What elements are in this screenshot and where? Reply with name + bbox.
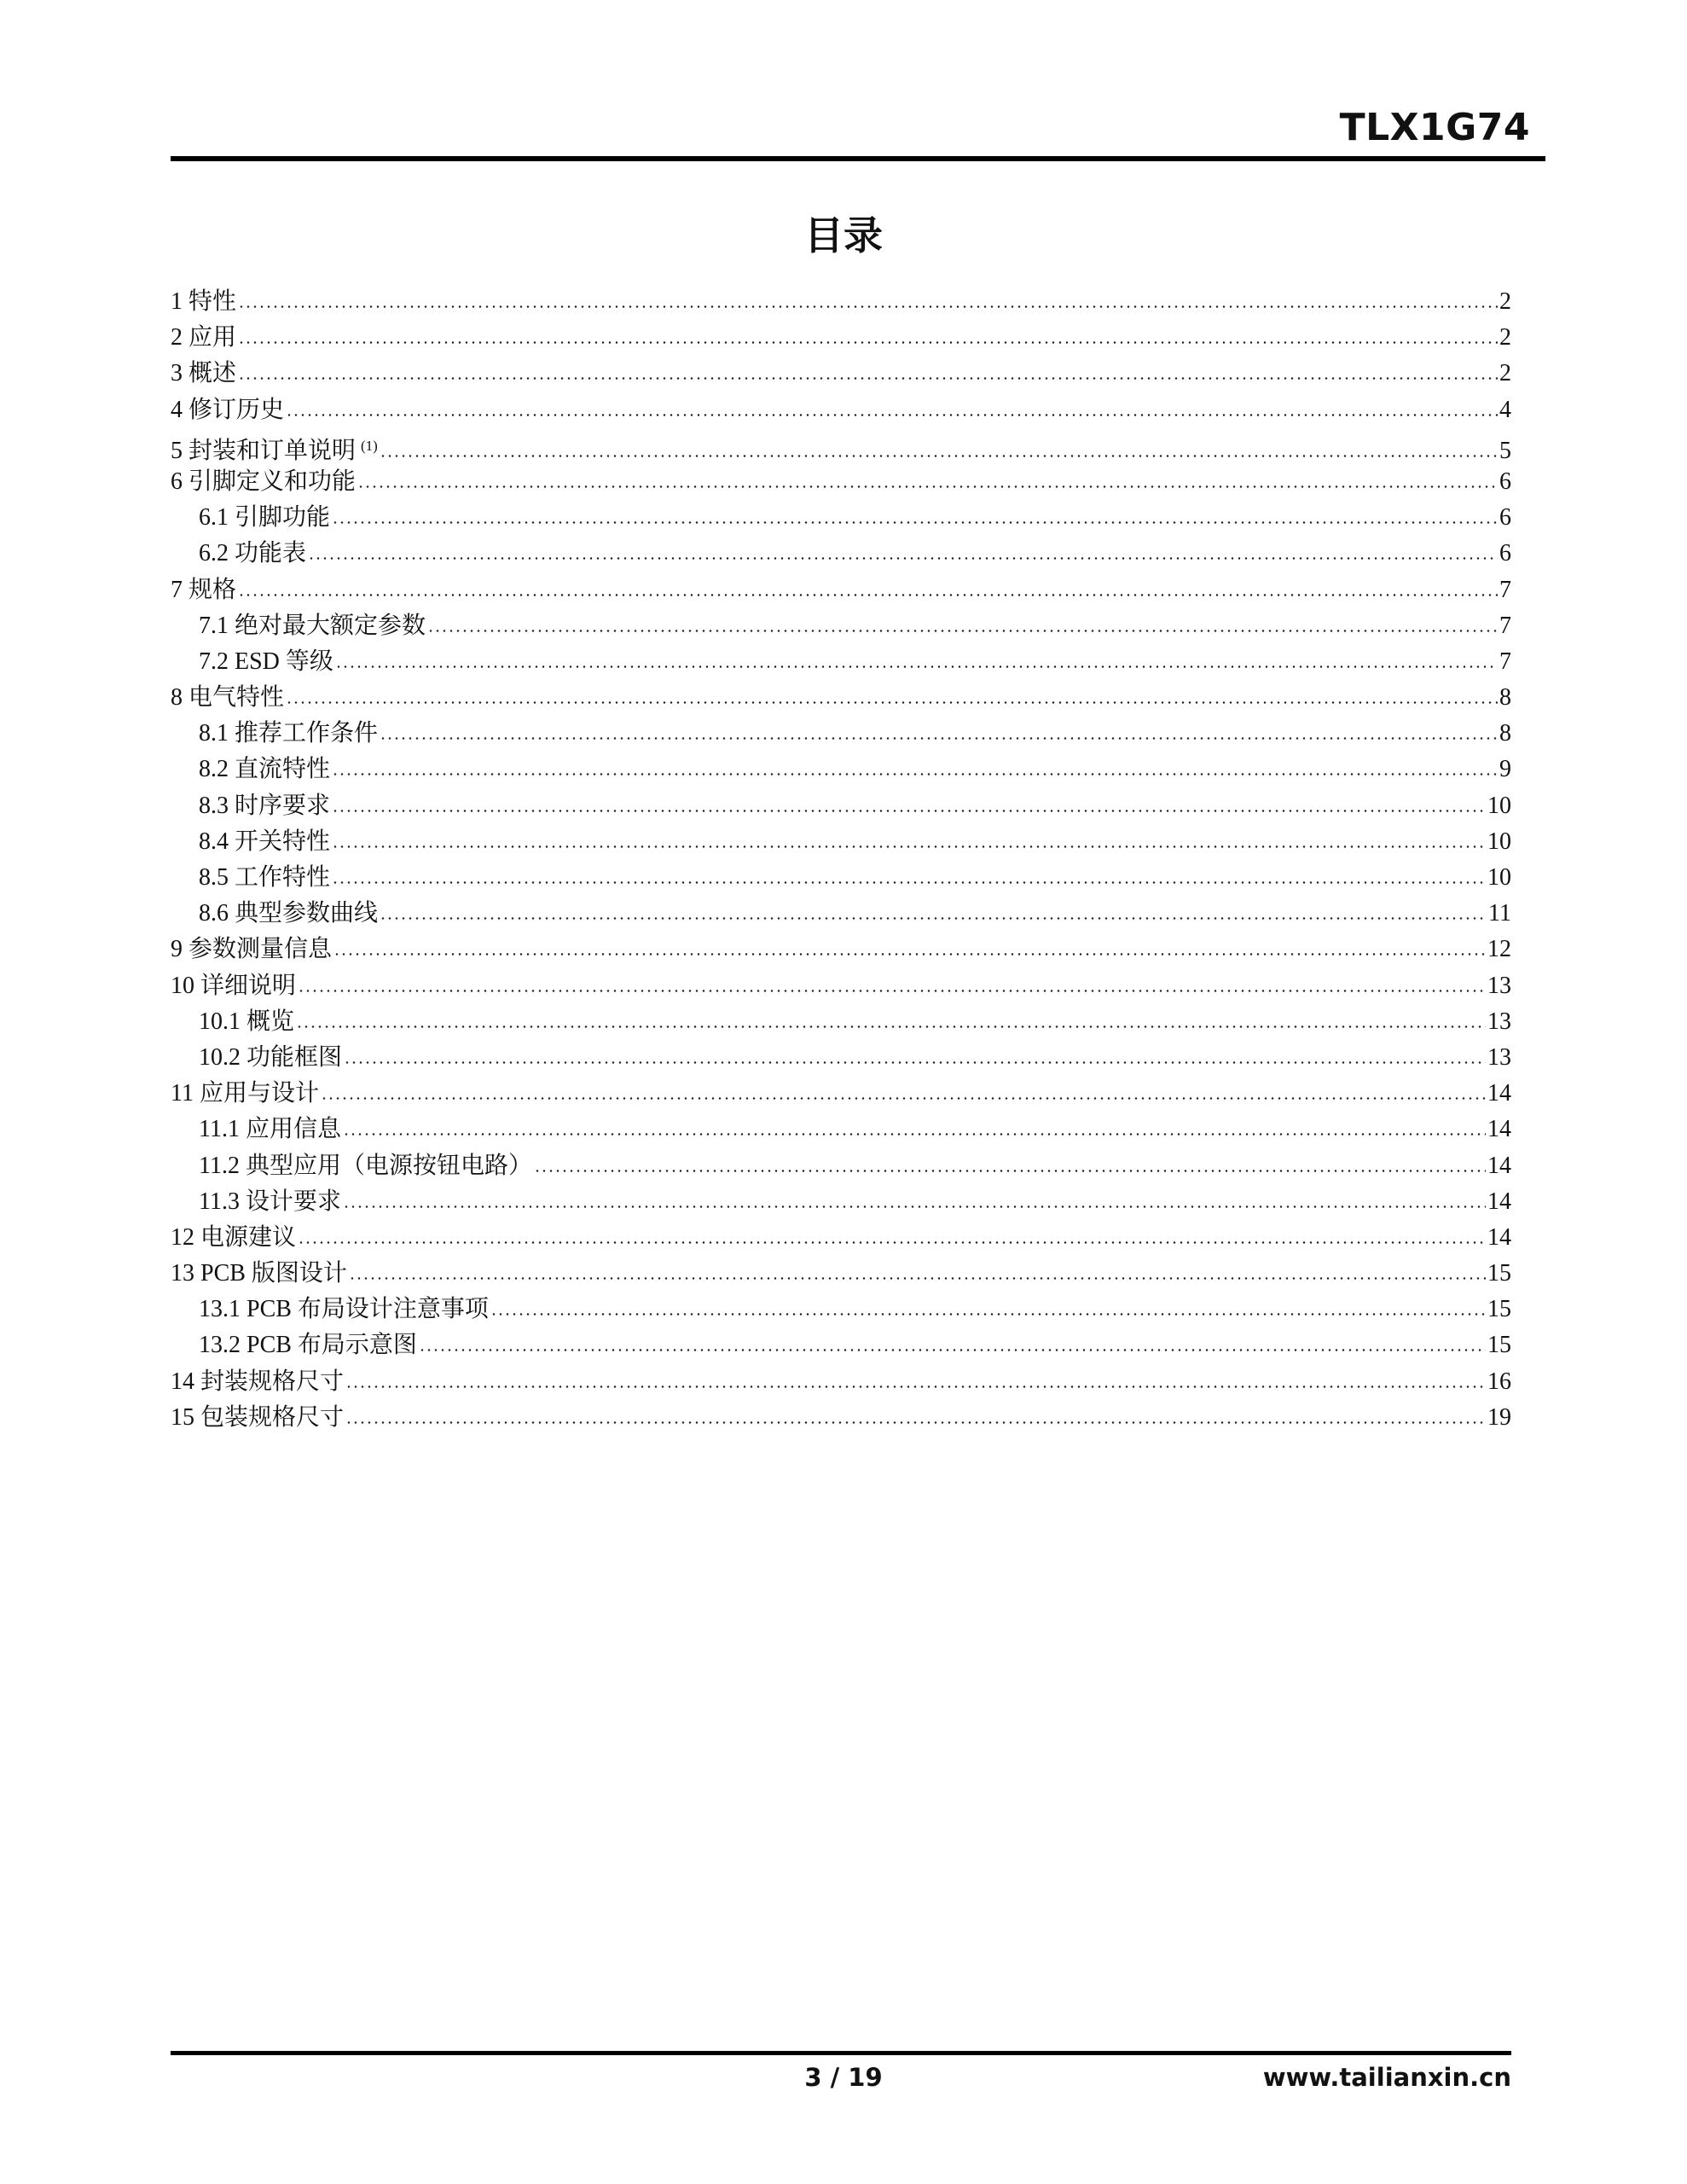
toc-entry-text: 10.1 概览 (199, 1008, 295, 1035)
toc-entry[interactable] (171, 1040, 1511, 1076)
toc-entry-text: 11 应用与设计 (171, 1080, 319, 1107)
toc-entry-label (199, 608, 426, 644)
toc-entry-text: 8.2 直流特性 (199, 756, 331, 783)
toc-entry[interactable] (171, 608, 1511, 644)
toc-entry-page: 11 (1488, 900, 1511, 927)
toc-entry-label (171, 1256, 347, 1292)
toc-entry[interactable] (171, 1327, 1511, 1363)
toc-entry[interactable] (171, 284, 1511, 320)
toc-entry-label (171, 284, 236, 320)
toc-entry-label (171, 1220, 296, 1256)
toc-entry[interactable] (171, 356, 1511, 392)
toc-entry-page: 10 (1487, 792, 1511, 819)
toc-dot-leader (490, 1313, 1486, 1316)
toc-entry[interactable] (171, 536, 1511, 572)
toc-entry[interactable] (171, 716, 1511, 752)
toc-entry-label (171, 392, 284, 428)
toc-entry-footnote-marker: (1) (361, 437, 378, 454)
toc-entry-page: 7 (1499, 612, 1511, 639)
toc-entry[interactable] (171, 788, 1511, 824)
toc-entry-page: 13 (1487, 1043, 1511, 1071)
toc-entry[interactable] (171, 932, 1511, 967)
toc-dot-leader (298, 990, 1486, 992)
toc-entry-text: 13 PCB 版图设计 (171, 1260, 347, 1287)
toc-entry[interactable] (171, 680, 1511, 716)
toc-entry-label (199, 644, 333, 680)
toc-entry-text: 7.2 ESD 等级 (199, 648, 333, 675)
toc-entry-page: 8 (1499, 684, 1511, 712)
toc-entry-text: 4 修订历史 (171, 396, 285, 423)
toc-entry[interactable] (171, 896, 1511, 932)
toc-entry-page: 8 (1499, 720, 1511, 747)
toc-entry-label (171, 464, 356, 500)
toc-entry[interactable] (171, 1220, 1511, 1256)
toc-entry-text: 11.3 设计要求 (199, 1188, 341, 1215)
toc-title: 目录 (804, 212, 883, 258)
toc-dot-leader (286, 701, 1498, 704)
toc-dot-leader (321, 1097, 1486, 1100)
toc-dot-leader (335, 665, 1498, 668)
toc-dot-leader (427, 630, 1498, 632)
toc-entry-label (199, 1112, 341, 1147)
toc-entry-text: 11.1 应用信息 (199, 1116, 341, 1143)
toc-entry-text: 8.5 工作特性 (199, 864, 331, 891)
toc-entry-page: 2 (1499, 360, 1511, 387)
toc-entry-page: 14 (1487, 1116, 1511, 1143)
toc-entry[interactable] (171, 1148, 1511, 1184)
toc-entry-text: 14 封装规格尺寸 (171, 1368, 345, 1395)
toc-entry[interactable] (171, 1292, 1511, 1327)
toc-entry-text: 15 包装规格尺寸 (171, 1403, 345, 1431)
toc-dot-leader (357, 485, 1498, 488)
toc-entry-text: 13.2 PCB 布局示意图 (199, 1332, 417, 1359)
toc-entry[interactable] (171, 1184, 1511, 1220)
document-id: TLX1G74 (1339, 106, 1530, 149)
toc-entry-label (199, 824, 330, 860)
toc-entry[interactable] (171, 824, 1511, 860)
toc-dot-leader (349, 1277, 1486, 1280)
toc-entry-page: 13 (1487, 972, 1511, 999)
toc-entry-page: 4 (1499, 396, 1511, 423)
toc-entry-label (171, 572, 236, 608)
toc-entry[interactable] (171, 1004, 1511, 1040)
toc-entry-text: 8.4 开关特性 (199, 828, 331, 855)
toc-entry-label (199, 536, 306, 572)
toc-entry-label (199, 1004, 294, 1040)
toc-entry-page: 5 (1499, 437, 1511, 464)
toc-dot-leader (286, 414, 1498, 416)
toc-entry-label (171, 680, 284, 716)
toc-entry-text: 1 特性 (171, 288, 237, 315)
table-of-contents (171, 284, 1511, 1436)
toc-dot-leader (343, 1133, 1486, 1136)
website-link[interactable]: www.tailianxin.cn (1262, 2063, 1511, 2092)
toc-entry-label (199, 1184, 341, 1220)
toc-entry-label (171, 1400, 344, 1436)
toc-entry[interactable] (171, 968, 1511, 1004)
toc-entry[interactable] (171, 1400, 1511, 1436)
toc-dot-leader (332, 773, 1498, 775)
toc-entry-label (171, 356, 236, 392)
toc-entry-label (199, 716, 378, 752)
toc-entry-page: 2 (1499, 324, 1511, 351)
toc-dot-leader (296, 1025, 1486, 1028)
toc-entry[interactable] (171, 644, 1511, 680)
toc-entry-page: 7 (1499, 576, 1511, 603)
toc-entry-text: 12 电源建议 (171, 1223, 297, 1251)
toc-entry-page: 19 (1487, 1403, 1511, 1431)
toc-entry[interactable] (171, 1112, 1511, 1147)
toc-entry-text: 6.1 引脚功能 (199, 504, 331, 531)
toc-entry-label (199, 1292, 489, 1327)
toc-entry-label (199, 1148, 532, 1184)
toc-dot-leader (332, 810, 1486, 812)
toc-entry-text: 10 详细说明 (171, 972, 297, 999)
toc-entry-text: 7.1 绝对最大额定参数 (199, 612, 426, 639)
toc-entry-page: 7 (1499, 648, 1511, 675)
page-number: 3 / 19 (804, 2063, 883, 2092)
toc-entry-page: 15 (1487, 1296, 1511, 1323)
footer-rule (171, 2051, 1511, 2055)
toc-dot-leader (332, 845, 1486, 848)
toc-dot-leader (238, 305, 1498, 308)
toc-entry-label (199, 788, 330, 824)
toc-dot-leader (238, 341, 1498, 344)
toc-entry-text: 10.2 功能框图 (199, 1043, 343, 1071)
toc-dot-leader (343, 1205, 1486, 1208)
toc-entry[interactable] (171, 464, 1511, 500)
toc-dot-leader (332, 521, 1498, 524)
toc-entry[interactable] (171, 428, 1511, 464)
toc-entry-text: 8.1 推荐工作条件 (199, 720, 379, 747)
toc-entry[interactable] (171, 572, 1511, 608)
toc-entry-label (199, 896, 378, 932)
toc-entry-text: 7 规格 (171, 576, 237, 603)
toc-entry-page: 14 (1487, 1080, 1511, 1107)
toc-entry-text: 8.6 典型参数曲线 (199, 900, 379, 927)
toc-entry-label (199, 860, 330, 896)
toc-entry-page: 10 (1487, 864, 1511, 891)
toc-entry-page: 10 (1487, 828, 1511, 855)
toc-dot-leader (344, 1061, 1486, 1064)
header-rule (171, 156, 1545, 161)
toc-dot-leader (380, 917, 1487, 920)
toc-entry-page: 9 (1499, 756, 1511, 783)
toc-dot-leader (298, 1241, 1486, 1244)
toc-entry[interactable] (171, 320, 1511, 356)
toc-entry-page: 6 (1499, 468, 1511, 495)
toc-entry[interactable] (171, 1364, 1511, 1400)
toc-entry-text: 2 应用 (171, 324, 237, 351)
toc-entry-text: 6.2 功能表 (199, 540, 307, 567)
toc-entry-text: 9 参数测量信息 (171, 936, 333, 963)
toc-entry[interactable] (171, 860, 1511, 896)
toc-entry-label (171, 932, 332, 967)
toc-entry-page: 15 (1487, 1332, 1511, 1359)
toc-entry-page: 2 (1499, 288, 1511, 315)
toc-entry-page: 13 (1487, 1008, 1511, 1035)
toc-entry-label (199, 1040, 342, 1076)
toc-entry-text: 11.2 典型应用（电源按钮电路） (199, 1152, 532, 1179)
toc-dot-leader (238, 594, 1498, 596)
toc-dot-leader (380, 737, 1498, 740)
toc-entry-text: 6 引脚定义和功能 (171, 468, 357, 495)
toc-entry[interactable] (171, 1256, 1511, 1292)
toc-entry-page: 6 (1499, 504, 1511, 531)
toc-entry-page: 14 (1487, 1223, 1511, 1251)
toc-entry[interactable] (171, 500, 1511, 536)
toc-entry-label (199, 500, 330, 536)
toc-entry-text: 13.1 PCB 布局设计注意事项 (199, 1296, 489, 1323)
toc-entry-page: 14 (1487, 1188, 1511, 1215)
toc-dot-leader (534, 1170, 1486, 1172)
toc-dot-leader (238, 377, 1498, 380)
toc-entry-label (199, 1327, 417, 1363)
toc-dot-leader (308, 557, 1498, 560)
toc-entry-page: 6 (1499, 540, 1511, 567)
toc-entry-text: 8 电气特性 (171, 684, 285, 712)
toc-dot-leader (380, 455, 1498, 457)
toc-entry-label (171, 428, 378, 469)
toc-entry[interactable] (171, 392, 1511, 428)
toc-dot-leader (333, 953, 1486, 956)
toc-entry[interactable] (171, 1076, 1511, 1112)
toc-entry-page: 16 (1487, 1368, 1511, 1395)
toc-entry-text: 3 概述 (171, 360, 237, 387)
toc-entry-label (171, 1364, 344, 1400)
toc-entry-label (171, 320, 236, 356)
toc-entry-text: 5 封装和订单说明 (171, 437, 357, 464)
toc-dot-leader (332, 881, 1486, 884)
toc-dot-leader (345, 1385, 1486, 1388)
toc-dot-leader (419, 1349, 1486, 1351)
toc-entry-text: 8.3 时序要求 (199, 792, 331, 819)
toc-entry-page: 15 (1487, 1260, 1511, 1287)
toc-entry-label (171, 1076, 319, 1112)
toc-entry-label (199, 752, 330, 787)
toc-entry-page: 14 (1487, 1152, 1511, 1179)
toc-entry[interactable] (171, 752, 1511, 787)
toc-entry-label (171, 968, 296, 1004)
toc-dot-leader (345, 1421, 1486, 1424)
toc-entry-page: 12 (1487, 936, 1511, 963)
